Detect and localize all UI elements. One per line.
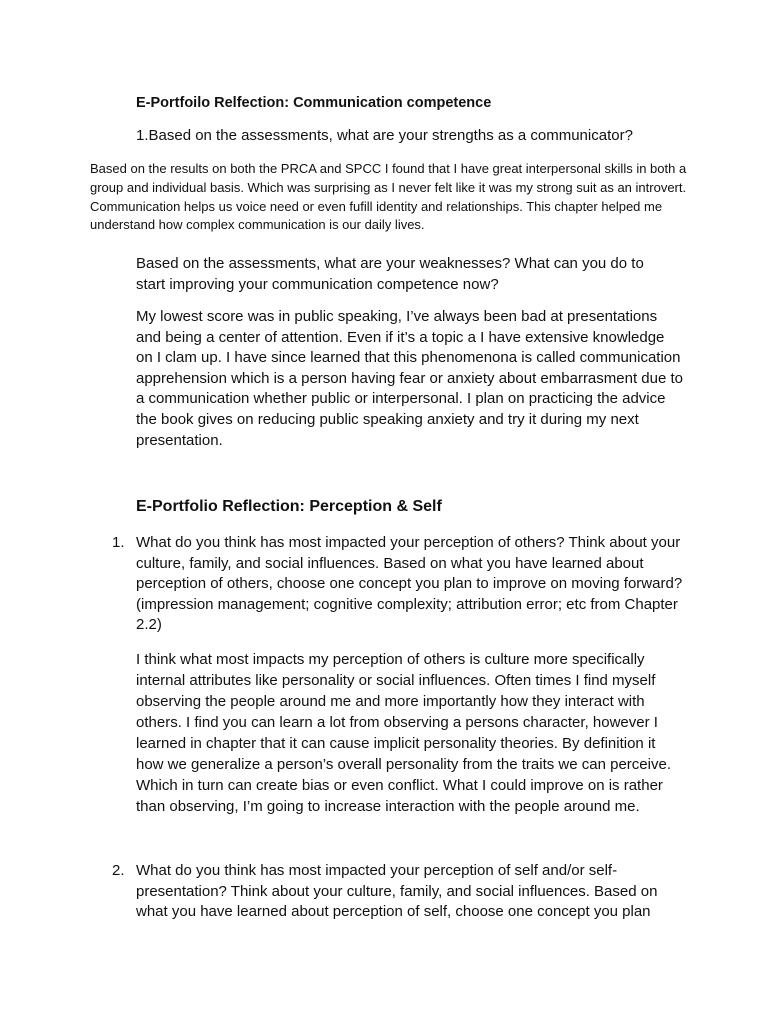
list-item-number: 2.: [112, 862, 125, 879]
answer-weaknesses: My lowest score was in public speaking, I’ve always been bad at presentations and being a center of attention. Even if it’s a topic a I have extensive knowledge on I clam up. I have since learned that this phenomenona is called communication apprehension which is a person having fear or anxiety about embarrasment due to a communication whether public or interpersonal. I plan on practicing the advice the book gives on reducing public speaking anxiety and try it during my next presentation.: [136, 308, 683, 449]
section-heading-perception: E-Portfolio Reflection: Perception & Self: [136, 498, 442, 515]
question-perception-others: What do you think has most impacted your perception of others? Think about your culture, family, and social influences. Based on what you have learned about perception of others, choose one concept you plan to improve on moving forward? (impression management; cognitive complexity; attribution error; etc from Chapter 2.2): [136, 534, 683, 634]
list-item-number: 1.: [112, 534, 125, 551]
question-strengths: 1.Based on the assessments, what are your strengths as a communicator?: [136, 127, 633, 144]
answer-strengths: Based on the results on both the PRCA and SPCC I found that I have great interpersonal skills in both a group and individual basis. Which was surprising as I never felt like it was my strong suit as an introvert. Communication helps us voice need or even fufill identity and relationships. This chapter helped me understand how complex communication is our daily lives.: [90, 161, 687, 233]
answer-perception-others: I think what most impacts my perception of others is culture more specifically internal attributes like personality or social influences. Often times I find myself observing the people around me and more importantly how they interact with others. I find you can learn a lot from observing a persons character, however I learned in chapter that it can cause implicit personality theories. By definition it how we generalize a person’s overall personality from the traits we can perceive. Which in turn can create bias or even conflict. What I could improve on is rather than observing, I’m going to increase interaction with the people around me.: [136, 651, 671, 815]
section-heading-communication: E-Portfoilo Relfection: Communication competence: [136, 95, 492, 111]
list-item: [112, 533, 684, 636]
question-weaknesses: Based on the assessments, what are your weaknesses? What can you do to start improving your communication competence now?: [136, 255, 644, 293]
list-item: [112, 861, 684, 923]
question-perception-self: What do you think has most impacted your perception of self and/or self-presentation? Think about your culture, family, and social influences. Based on what you have learned about perception of self, choose one concept you plan: [136, 862, 658, 921]
